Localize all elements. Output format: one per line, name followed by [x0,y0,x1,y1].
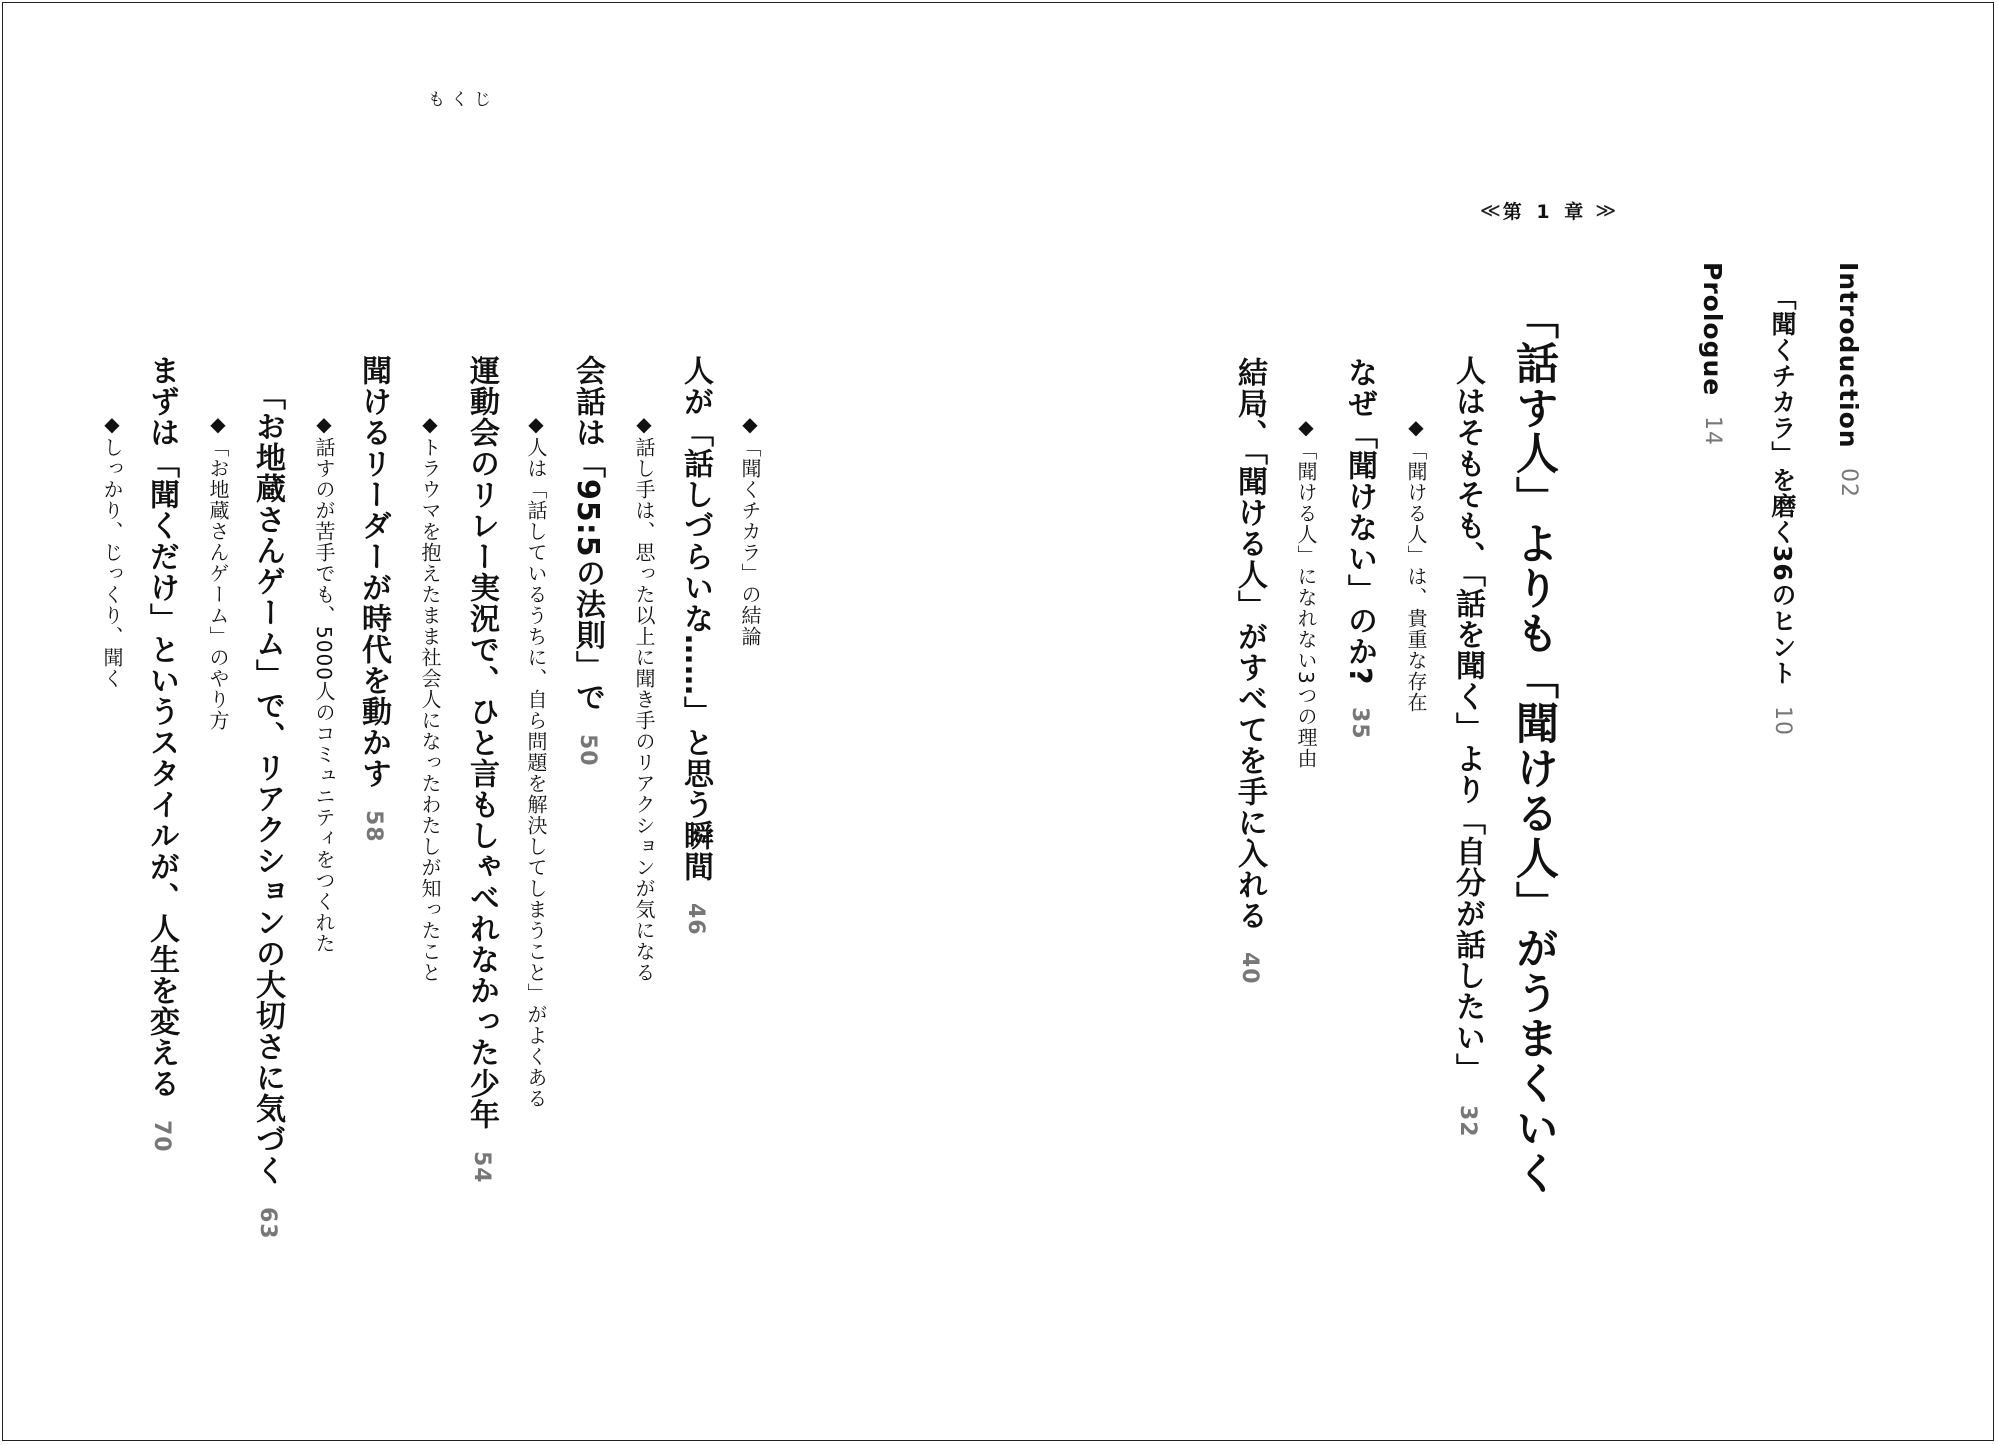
section-title-text: 運動会のリレー実況で、ひと言もしゃべれなかった少年 [464,355,499,1130]
section-sub [1406,415,1426,713]
section-sub-text: 「聞ける人」になれない3つの理由 [1294,440,1318,769]
section-sub [102,412,122,689]
section-title [464,355,499,1185]
section-title-text: 結局、「聞ける人」がすべてを手に入れる [1232,357,1267,931]
section-sub-text: しっかり、じっくり、聞く [100,437,124,689]
bullet-icon: ◆ [312,412,336,437]
section-title [144,355,179,1154]
bullet-icon: ◆ [1294,415,1318,440]
section-title [250,380,285,1241]
bullet-icon: ◆ [632,412,656,437]
page-number: 32 [1455,1105,1480,1139]
page-number: 63 [255,1207,280,1241]
section-title-text: なぜ「聞けない」のか? [1342,357,1377,686]
page-number: 14 [1700,415,1725,446]
page-number: 58 [361,810,386,844]
section-title [570,355,605,767]
front-matter-hints [1770,285,1795,736]
section-sub-text: トラウマを抱えたまま社会人になったわたしが知ったこと [418,437,442,983]
section-title [356,355,391,844]
section-sub-text: 人は「話しているうちに、自ら問題を解決してしまうこと」がよくある [524,437,548,1109]
page-frame [2,2,1994,1441]
section-title-text: 会話は「95:5の法則」で [570,355,605,713]
section-sub-text: 話し手は、思った以上に聞き手のリアクションが気になる [632,437,656,983]
section-sub [208,412,228,731]
page-number: 50 [575,734,600,767]
bullet-icon: ◆ [1404,415,1428,440]
chapter-title: 「話す人」よりも「聞ける人」がうまくいく [1509,296,1559,1196]
front-matter-prologue [1700,262,1725,446]
section-title-text: 人が「話しづらいな……」と思う瞬間 [678,355,713,882]
page-number: 70 [149,1120,174,1154]
section-sub [634,412,654,983]
section-title-text: まずは「聞くだけ」というスタイルが、人生を変える [144,355,179,1099]
bullet-icon: ◆ [524,412,548,437]
section-title-text: 「お地蔵さんゲーム」で、リアクションの大切さに気づく [250,380,285,1186]
bullet-icon: ◆ [100,412,124,437]
section-title [1232,357,1267,986]
bullet-icon: ◆ [206,412,230,437]
section-sub-text: 話すのが苦手でも、5000人のコミュニティをつくれた [312,437,336,954]
section-sub [526,412,546,1109]
page-number: 35 [1347,706,1372,740]
section-sub-text: 「お地蔵さんゲーム」のやり方 [206,437,230,731]
section-pre [740,412,760,647]
chevron-left-icon: ≪ [1479,198,1495,222]
bullet-icon: ◆ [418,412,442,437]
section-pre-text: 「聞くチカラ」の結論 [738,437,762,647]
chapter-badge [1470,190,1620,230]
section-title [1342,357,1377,740]
page-number: 10 [1770,705,1795,736]
page-number: 54 [469,1151,494,1185]
section-sub [314,412,334,954]
section-title-text: 人はそもそも、「話を聞く」より「自分が話したい」 [1450,355,1485,1084]
toc-title: もくじ [428,90,497,110]
chapter-label: 第 1 章 [1502,200,1588,223]
section-title [1450,355,1485,1139]
page-number: 46 [683,903,708,937]
section-sub [1296,415,1316,769]
page-number: 02 [1836,468,1861,499]
section-sub [420,412,440,983]
front-matter-label: Introduction [1834,262,1863,449]
section-title [678,355,713,937]
page-number: 40 [1237,952,1262,986]
bullet-icon: ◆ [738,412,762,437]
front-matter-introduction [1836,262,1861,498]
front-matter-label: 「聞くチカラ」を磨く36のヒント [1768,285,1797,686]
front-matter-label: Prologue [1698,262,1727,397]
section-sub-text: 「聞ける人」は、貴重な存在 [1404,440,1428,713]
chevron-right-icon: ≫ [1595,198,1611,222]
section-title-text: 聞けるリーダーが時代を動かす [356,355,391,789]
